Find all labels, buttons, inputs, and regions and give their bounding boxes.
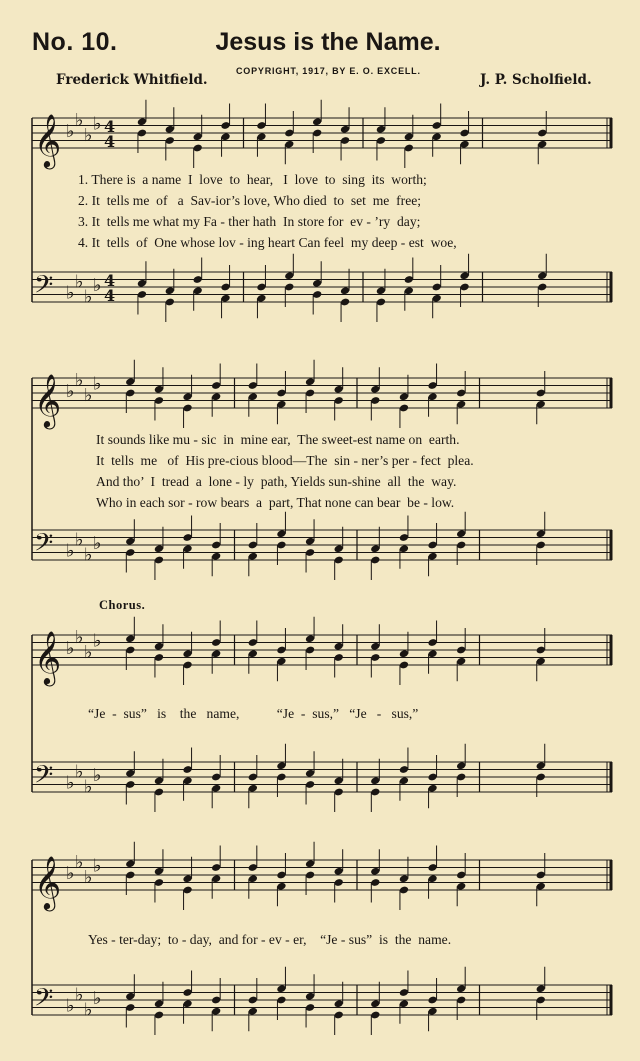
verse-2-line-2: It tells me of His pre-cious blood—The sin - ner’s per - fect plea.	[96, 453, 474, 468]
flat-sign-icon: ♭	[75, 529, 84, 551]
bass-clef-icon: 𝄢	[34, 983, 54, 1019]
flat-sign-icon: ♭	[84, 286, 93, 308]
flat-sign-icon: ♭	[93, 855, 102, 877]
flat-sign-icon: ♭	[66, 282, 75, 304]
flat-sign-icon: ♭	[66, 540, 75, 562]
flat-sign-icon: ♭	[84, 544, 93, 566]
hymn-title: Jesus is the Name.	[215, 28, 441, 56]
composer-credit: Frederick Whitfield.	[56, 72, 208, 88]
treble-clef-icon: 𝄞	[34, 113, 62, 167]
flat-sign-icon: ♭	[66, 863, 75, 884]
time-signature-bottom: 4	[104, 132, 116, 151]
flat-sign-icon: ♭	[93, 113, 102, 135]
chorus-label: Chorus.	[99, 598, 146, 612]
verse-4-line-2: Who in each sor - row bears a part, That none can bear be - low.	[96, 495, 455, 510]
time-signature-bottom: 4	[104, 286, 116, 305]
flat-sign-icon: ♭	[93, 988, 102, 1009]
verse-3-line-2: And tho’ I tread a lone - ly path, Yields sun-shine all the way.	[96, 474, 457, 489]
chorus-lyric-line-1: “Je - sus” is the name, “Je - sus,” “Je - sus,”	[88, 706, 419, 721]
verse-1-line-1: 1. There is a name I love to hear, I love to sing its worth;	[78, 172, 427, 187]
time-signature-top: 4	[104, 271, 116, 290]
verse-3-line-1: 3. It tells me what my Fa - ther hath In store for ev - ’ry day;	[78, 214, 421, 229]
flat-sign-icon: ♭	[66, 638, 75, 659]
verse-1-line-2: It sounds like mu - sic in mine ear, The sweet-est name on earth.	[96, 432, 460, 447]
flat-sign-icon: ♭	[75, 369, 84, 391]
copyright-notice: COPYRIGHT, 1917, BY E. O. EXCELL.	[236, 66, 421, 76]
hymn-number: No. 10.	[32, 28, 118, 56]
flat-sign-icon: ♭	[84, 776, 93, 798]
flat-sign-icon: ♭	[75, 109, 84, 131]
time-signature-top: 4	[104, 117, 116, 136]
flat-sign-icon: ♭	[75, 984, 84, 1006]
treble-clef-icon: 𝄞	[34, 373, 62, 427]
treble-clef-icon: 𝄞	[34, 630, 62, 684]
flat-sign-icon: ♭	[93, 765, 102, 786]
flat-sign-icon: ♭	[93, 275, 102, 296]
author-credit: J. P. Scholfield.	[480, 72, 592, 88]
flat-sign-icon: ♭	[84, 999, 93, 1021]
flat-sign-icon: ♭	[66, 121, 75, 142]
flat-sign-icon: ♭	[66, 381, 75, 402]
flat-sign-icon: ♭	[75, 271, 84, 293]
flat-sign-icon: ♭	[66, 772, 75, 794]
verse-4-line-1: 4. It tells of One whose lov - ing heart Can feel my deep - est woe,	[78, 235, 457, 250]
flat-sign-icon: ♭	[84, 641, 93, 663]
flat-sign-icon: ♭	[75, 761, 84, 783]
flat-sign-icon: ♭	[93, 533, 102, 554]
flat-sign-icon: ♭	[75, 626, 84, 648]
bass-clef-icon: 𝄢	[34, 528, 54, 564]
flat-sign-icon: ♭	[93, 630, 102, 652]
chorus-lyric-line-2: Yes - ter-day; to - day, and for - ev - er, “Je - sus” is the name.	[88, 932, 452, 947]
verse-2-line-1: 2. It tells me of a Sav-ior’s love, Who died to set me free;	[78, 193, 422, 208]
flat-sign-icon: ♭	[66, 995, 75, 1017]
flat-sign-icon: ♭	[75, 851, 84, 873]
flat-sign-icon: ♭	[84, 124, 93, 146]
flat-sign-icon: ♭	[93, 373, 102, 395]
treble-clef-icon: 𝄞	[34, 855, 62, 909]
bass-clef-icon: 𝄢	[34, 760, 54, 796]
flat-sign-icon: ♭	[84, 866, 93, 888]
flat-sign-icon: ♭	[84, 384, 93, 406]
bass-clef-icon: 𝄢	[34, 270, 54, 306]
